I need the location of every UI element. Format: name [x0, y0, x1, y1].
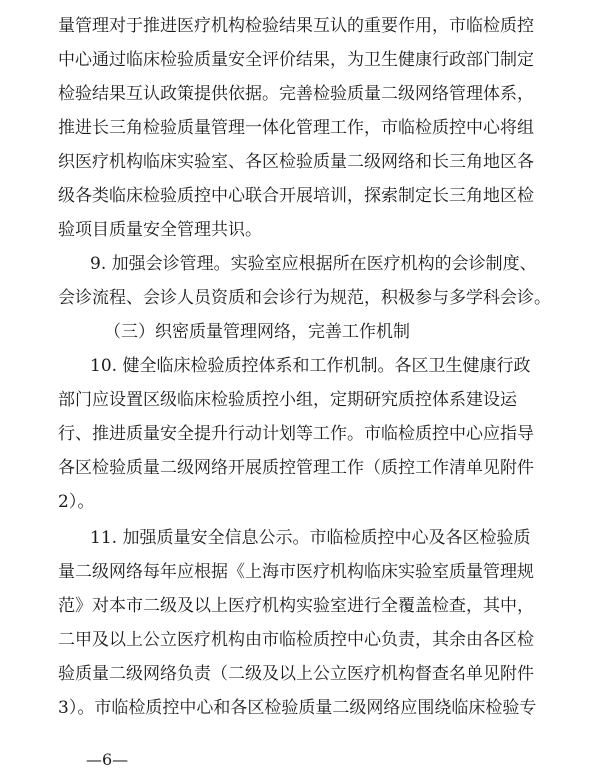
text-line: 量管理对于推进医疗机构检验结果互认的重要作用，市临检质控	[58, 16, 534, 36]
text-line: 验项目质量安全管理共识。	[58, 220, 262, 240]
section-heading: （三）织密质量管理网络，完善工作机制	[104, 322, 410, 342]
paragraph-10-first-line: 10. 健全临床检验质控体系和工作机制。各区卫生健康行政	[90, 356, 531, 376]
text-line: 3）。市临检质控中心和各区检验质量二级网络应围绕临床检验专	[58, 698, 537, 718]
text-line: 各区检验质量二级网络开展质控管理工作（质控工作清单见附件	[58, 458, 534, 478]
paragraph-9-first-line: 9. 加强会诊管理。实验室应根据所在医疗机构的会诊制度、	[90, 254, 537, 274]
text-line: 中心通过临床检验质量安全评价结果，为卫生健康行政部门制定	[58, 50, 534, 70]
text-line: 量二级网络每年应根据《上海市医疗机构临床实验室质量管理规	[58, 562, 534, 582]
page-number: —6—	[86, 750, 129, 769]
text-line: 部门应设置区级临床检验质控小组，定期研究质控体系建设运	[58, 390, 517, 410]
text-line: 范》对本市二级及以上医疗机构实验室进行全覆盖检查，其中，	[58, 596, 534, 616]
paragraph-11-first-line: 11. 加强质量安全信息公示。市临检质控中心及各区检验质	[90, 528, 531, 548]
text-line: 检验结果互认政策提供依据。完善检验质量二级网络管理体系，	[58, 84, 534, 104]
text-line: 2）。	[58, 492, 95, 512]
text-line: 织医疗机构临床实验室、各区检验质量二级网络和长三角地区各	[58, 152, 534, 172]
text-line: 级各类临床检验质控中心联合开展培训，探索制定长三角地区检	[58, 186, 534, 206]
text-line: 二甲及以上公立医疗机构由市临检质控中心负责，其余由各区检	[58, 630, 534, 650]
text-line: 推进长三角检验质量管理一体化管理工作，市临检质控中心将组	[58, 118, 534, 138]
text-line: 会诊流程、会诊人员资质和会诊行为规范，积极参与多学科会诊。	[58, 288, 551, 308]
text-line: 行、推进质量安全提升行动计划等工作。市临检质控中心应指导	[58, 424, 534, 444]
text-line: 验质量二级网络负责（二级及以上公立医疗机构督查名单见附件	[58, 664, 534, 684]
